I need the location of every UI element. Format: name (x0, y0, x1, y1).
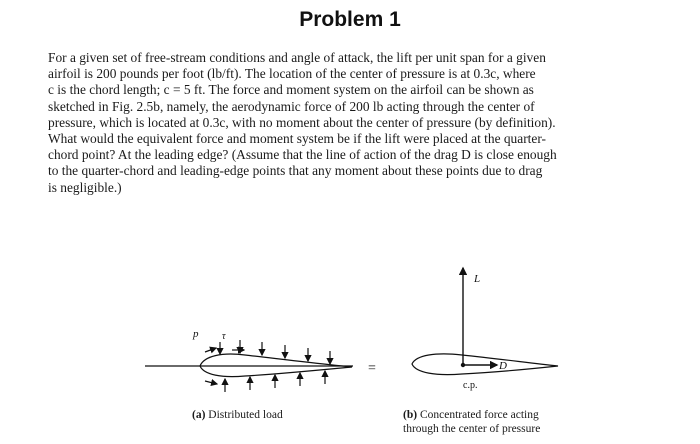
caption-b-tag: (b) (403, 409, 418, 421)
statement-line: c is the chord length; c = 5 ft. The force and moment system on the airfoil can be shown as (48, 82, 534, 98)
statement-line: airfoil is 200 pounds per foot (lb/ft). The location of the center of pressure is at 0.3c, where (48, 66, 536, 82)
airfoil-a (200, 354, 352, 377)
problem-title: Problem 1 (299, 8, 401, 31)
caption-a-tag: (a) (192, 409, 206, 421)
statement-line: is negligible.) (48, 179, 122, 195)
statement-line: For a given set of free-stream conditions and angle of attack, the lift per unit span for a given (48, 50, 546, 65)
caption-b-line1: Concentrated force acting (417, 409, 539, 421)
label-L: L (474, 273, 481, 285)
caption-a (192, 408, 283, 422)
caption-b-line2: through the center of pressure (403, 423, 541, 435)
statement-line: sketched in Fig. 2.5b, namely, the aerodynamic force of 200 lb acting through the center of (48, 98, 535, 114)
statement-line: chord point? At the leading edge? (Assume that the line of action of the drag D is close enough (48, 147, 557, 163)
statement-line: pressure, which is located at 0.3c, with no moment about the center of pressure (by definition). (48, 114, 556, 130)
label-p: p (193, 328, 199, 340)
label-tau: τ (222, 331, 226, 342)
center-of-pressure-dot (461, 363, 464, 366)
statement-line: What would the equivalent force and moment system be if the lift were placed at the quarter- (48, 131, 546, 147)
equals-sign: = (368, 361, 376, 376)
concentrated-force-diagram (412, 268, 558, 375)
airfoil-b (412, 354, 558, 375)
caption-a-text: Distributed load (205, 409, 283, 421)
statement-line: to the quarter-chord and leading-edge points that any moment about these points due to drag (48, 163, 543, 179)
caption-b (403, 408, 540, 436)
label-cp: c.p. (463, 380, 478, 391)
distributed-load-diagram (145, 340, 353, 392)
label-D: D (499, 360, 507, 372)
